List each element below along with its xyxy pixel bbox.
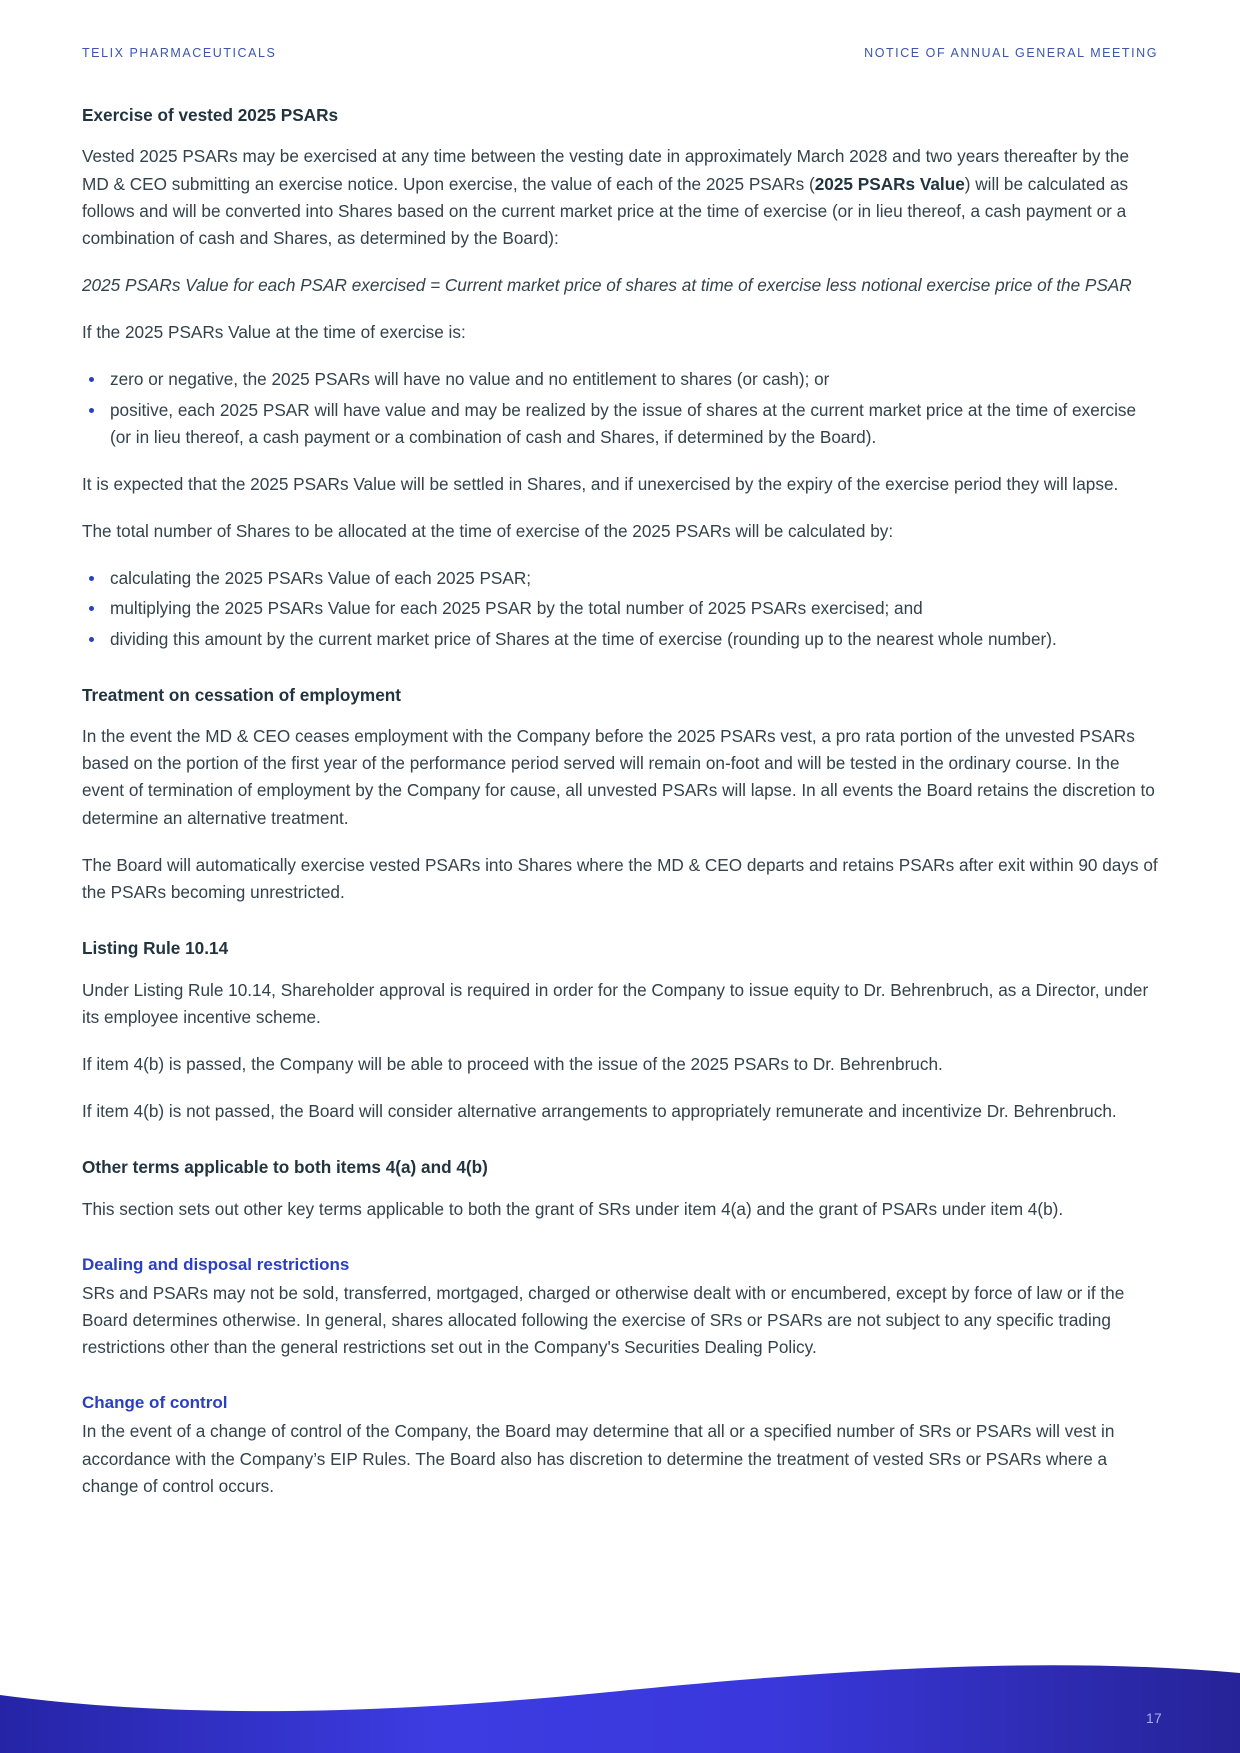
paragraph-other-terms-intro: This section sets out other key terms applicable to both the grant of SRs under item 4(a) and the grant of PSARs under item 4(b). bbox=[82, 1198, 1064, 1219]
heading-other-terms: Other terms applicable to both items 4(a) and 4(b) bbox=[82, 1157, 488, 1178]
heading-change-of-control: Change of control bbox=[82, 1393, 228, 1413]
footer-wave-svg bbox=[0, 1633, 1240, 1753]
paragraph-if-value-lead: If the 2025 PSARs Value at the time of exercise is: bbox=[82, 322, 466, 343]
list-item: calculating the 2025 PSARs Value of each 2025 PSAR; bbox=[82, 565, 1158, 592]
paragraph-psars-value-formula: 2025 PSARs Value for each PSAR exercised = Current market price of shares at time of exercise less notional exercise price of the PSAR bbox=[82, 275, 1132, 296]
paragraph-cessation-treatment: In the event the MD & CEO ceases employment with the Company before the 2025 PSARs vest, a pro rata portion of the unvested PSARs based on the portion of the first year of the performance period served will remain on-foot and will be tested in the ordinary course. In the event of termination of employment by the Company for cause, all unvested PSARs will lapse. In all events the Board retains the discretion to determine an alternative treatment. bbox=[82, 726, 1155, 828]
header-company-name: TELIX PHARMACEUTICALS bbox=[82, 46, 277, 60]
list-share-calculation-steps bbox=[82, 565, 1158, 653]
heading-listing-rule-1014: Listing Rule 10.14 bbox=[82, 938, 229, 959]
page-number: 17 bbox=[1146, 1711, 1162, 1726]
paragraph-item-4b-not-passed: If item 4(b) is not passed, the Board will consider alternative arrangements to appropriately remunerate and incentivize Dr. Behrenbruch. bbox=[82, 1101, 1117, 1122]
paragraph-item-4b-passed: If item 4(b) is passed, the Company will be able to proceed with the issue of the 2025 PSARs to Dr. Behrenbruch. bbox=[82, 1053, 943, 1074]
list-item: positive, each 2025 PSAR will have value and may be realized by the issue of shares at the current market price at the time of exercise (or in lieu thereof, a cash payment or a combination of cash and Shares, if determined by the Board). bbox=[82, 397, 1158, 451]
page-content bbox=[82, 104, 1158, 1520]
paragraph-exercise-intro bbox=[82, 143, 1158, 252]
paragraph-dealing-restrictions: SRs and PSARs may not be sold, transferred, mortgaged, charged or otherwise dealt with or encumbered, except by force of law or if the Board determines otherwise. In general, shares allocated following the exercise of SRs or PSARs are not subject to any specific trading restrictions other than the general restrictions set out in the Company's Securities Dealing Policy. bbox=[82, 1282, 1125, 1358]
term-2025-psars-value: 2025 PSARs Value bbox=[814, 173, 965, 194]
heading-exercise-of-vested-psars: Exercise of vested 2025 PSARs bbox=[82, 105, 339, 125]
paragraph-settlement-expectation: It is expected that the 2025 PSARs Value will be settled in Shares, and if unexercised by the expiry of the exercise period they will lapse. bbox=[82, 473, 1119, 494]
paragraph-exercise-intro-part2: ) will be calculated as follows and will be converted into Shares based on the current market price at the time of exercise (or in lieu thereof, a cash payment or a combination of cash and Shares, as determined by the Board): bbox=[82, 173, 1129, 248]
paragraph-change-of-control: In the event of a change of control of the Company, the Board may determine that all or a specified number of SRs or PSARs will vest in accordance with the Company’s EIP Rules. The Board also has discretion to determine the treatment of vested SRs or PSARs where a change of control occurs. bbox=[82, 1421, 1115, 1496]
paragraph-total-shares-lead: The total number of Shares to be allocated at the time of exercise of the 2025 PSARs will be calculated by: bbox=[82, 521, 894, 542]
paragraph-listing-rule-approval: Under Listing Rule 10.14, Shareholder approval is required in order for the Company to issue equity to Dr. Behrenbruch, as a Director, under its employee incentive scheme. bbox=[82, 979, 1149, 1027]
heading-dealing-and-disposal-restrictions: Dealing and disposal restrictions bbox=[82, 1254, 350, 1274]
list-item: zero or negative, the 2025 PSARs will have no value and no entitlement to shares (or cash); or bbox=[82, 366, 1158, 393]
paragraph-exercise-intro-part1: Vested 2025 PSARs may be exercised at any time between the vesting date in approximately March 2028 and two years thereafter by the MD & CEO submitting an exercise notice. Upon exercise, the value of each of the 2025 PSARs ( bbox=[82, 146, 1130, 194]
list-item: multiplying the 2025 PSARs Value for each 2025 PSAR by the total number of 2025 PSARs exercised; and bbox=[82, 595, 1158, 622]
list-item: dividing this amount by the current market price of Shares at the time of exercise (rounding up to the nearest whole number). bbox=[82, 626, 1158, 653]
footer-wave-decoration bbox=[0, 1633, 1240, 1753]
heading-treatment-on-cessation: Treatment on cessation of employment bbox=[82, 684, 401, 705]
header-document-title: NOTICE OF ANNUAL GENERAL MEETING bbox=[864, 46, 1158, 60]
running-header bbox=[82, 46, 1158, 60]
list-value-outcomes bbox=[82, 366, 1158, 451]
paragraph-automatic-exercise: The Board will automatically exercise vested PSARs into Shares where the MD & CEO departs and retains PSARs after exit within 90 days of the PSARs becoming unrestricted. bbox=[82, 854, 1158, 902]
